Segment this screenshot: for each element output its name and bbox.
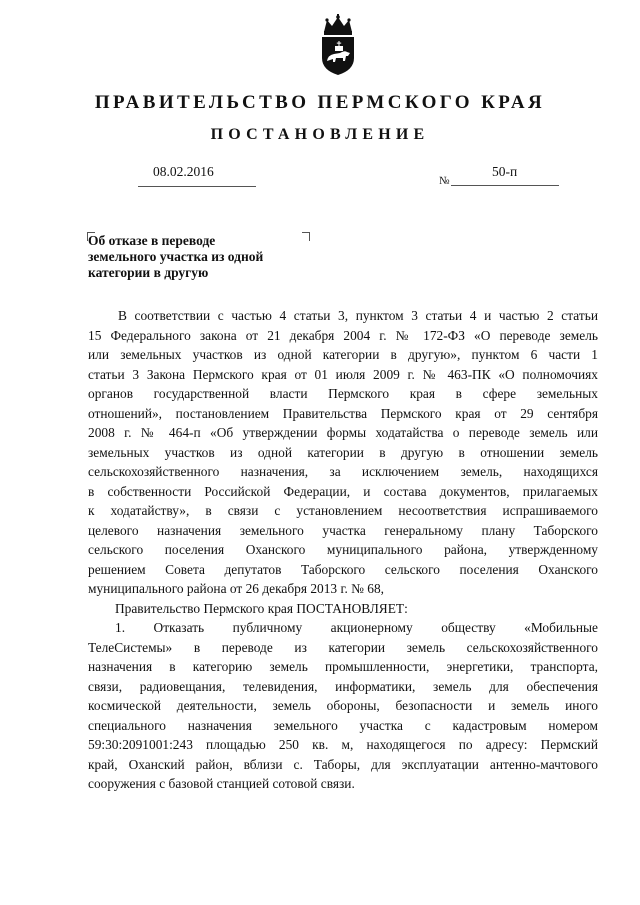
body-line: край, Оханский район, вблизи с. Таборы, для эксплуатации антенно-мачтового bbox=[88, 756, 598, 772]
document-type-title: ПОСТАНОВЛЕНИЕ bbox=[210, 126, 430, 143]
body-line: назначения в категорию земель промышленности, энергетики, транспорта, bbox=[88, 659, 598, 674]
body-line: решением Совета депутатов Таборского сельского поселения Оханского bbox=[88, 561, 598, 577]
body-line: В соответствии с частью 4 статьи 3, пунктом 3 статьи 4 и частью 2 статьи bbox=[118, 308, 598, 323]
document-subject bbox=[88, 233, 318, 281]
body-line: целевого назначения земельного участка генеральному плану Таборского bbox=[88, 522, 598, 538]
body-line: статьи 3 Закона Пермского края от 01 июля 2009 г. № 463-ПК «О полномочиях bbox=[88, 366, 598, 382]
government-title: ПРАВИТЕЛЬСТВО ПЕРМСКОГО КРАЯ bbox=[94, 92, 546, 113]
number-underline bbox=[451, 185, 559, 186]
body-line: специального назначения земельного участка с кадастровым номером bbox=[88, 717, 598, 733]
body-line: 59:30:2091001:243 площадью 250 кв. м, находящегося по адресу: Пермский bbox=[88, 737, 598, 752]
coat-of-arms-icon bbox=[318, 14, 358, 76]
body-line: органов государственной власти Пермского края в сфере земельных bbox=[88, 386, 598, 401]
body-line: 1. Отказать публичному акционерному обществу «Мобильные bbox=[115, 620, 598, 635]
body-line: в собственности Российской Федерации, и состава документов, прилагаемых bbox=[88, 483, 598, 499]
body-line: земельных участков из одной категории в другую в отношении земель bbox=[88, 444, 598, 460]
body-line: к ходатайству», в связи с установлением несоответствия испрашиваемого bbox=[88, 503, 598, 518]
date-underline bbox=[138, 186, 256, 187]
body-line: сельскохозяйственного назначения, за исключением земель, находящихся bbox=[88, 464, 598, 479]
body-line: космической деятельности, земель обороны, безопасности и земель иного bbox=[88, 698, 598, 713]
body-line: ТелеСистемы» в переводе из категории земель сельскохозяйственного bbox=[88, 639, 598, 655]
body-line: связи, радиовещания, телевидения, информатики, земель для обеспечения bbox=[88, 678, 598, 694]
body-line: или земельных участков из одной категории в другую», пунктом 6 части 1 bbox=[88, 347, 598, 362]
subject-line: земельного участка из одной bbox=[88, 249, 264, 264]
document-date: 08.02.2016 bbox=[153, 164, 214, 179]
document-number: 50-п bbox=[492, 164, 518, 179]
body-line: 15 Федерального закона от 21 декабря 2004 г. № 172-ФЗ «О переводе земель bbox=[88, 327, 598, 343]
document-body bbox=[88, 306, 598, 794]
body-line: отношений», постановлением Правительства Пермского края от 29 сентября bbox=[88, 405, 598, 421]
body-line: Правительство Пермского края ПОСТАНОВЛЯЕТ: bbox=[115, 600, 408, 616]
body-line: 2008 г. № 464-п «Об утверждении формы ходатайства о переводе земель или bbox=[88, 425, 598, 440]
subject-line: категории в другую bbox=[88, 265, 209, 280]
subject-line: Об отказе в переводе bbox=[88, 233, 216, 248]
number-sign: № bbox=[439, 175, 450, 187]
body-line: сооружения с базовой станцией сотовой связи. bbox=[88, 776, 355, 791]
body-line: сельского поселения Оханского муниципального района, утвержденному bbox=[88, 542, 598, 557]
body-line: муниципального района от 26 декабря 2013 г. № 68, bbox=[88, 581, 385, 596]
